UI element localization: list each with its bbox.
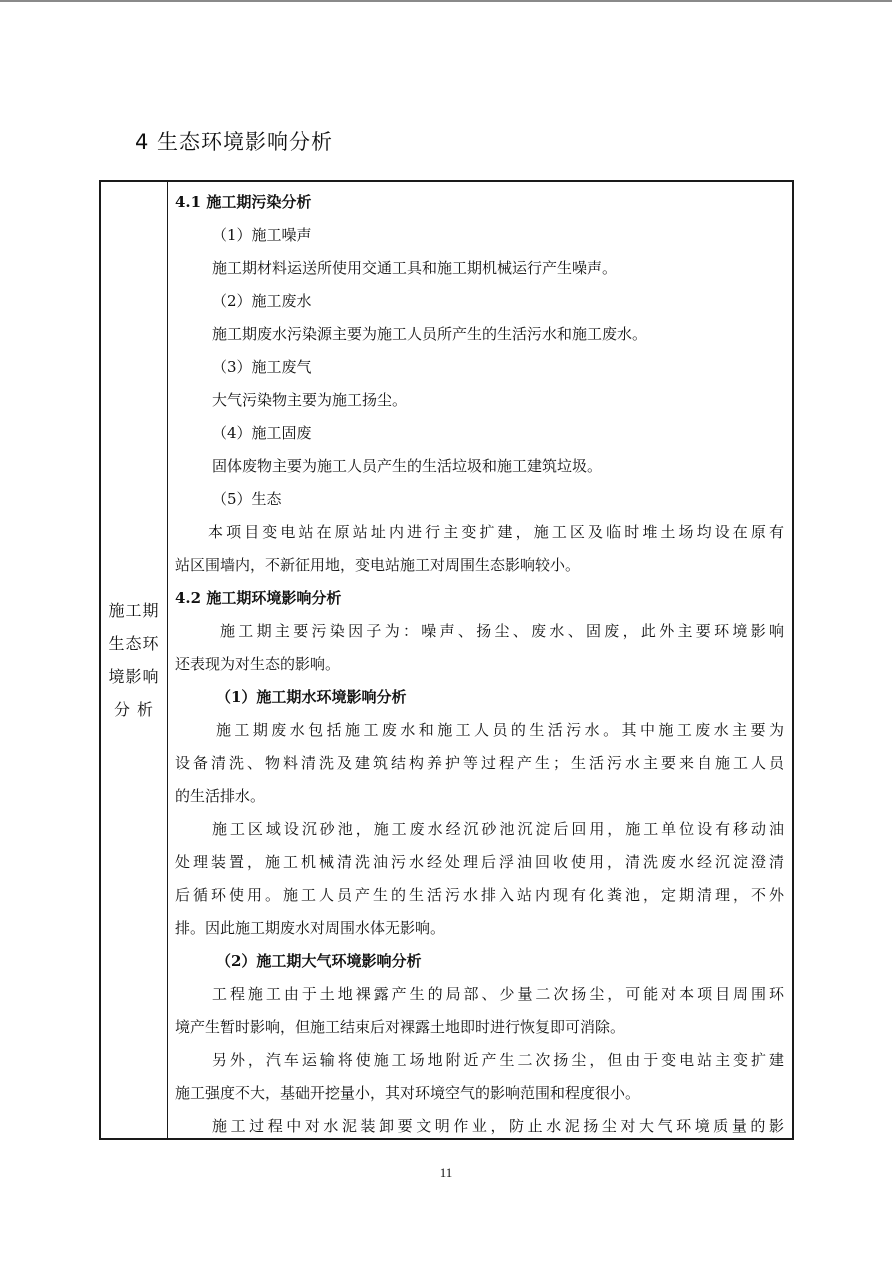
subsection-heading-4-1: 4.1 施工期污染分析: [175, 193, 312, 211]
paragraph-line: 还表现为对生态的影响。: [175, 655, 341, 673]
paragraph-line: 固体废物主要为施工人员产生的生活垃圾和施工建筑垃圾。: [212, 457, 603, 475]
section-title: 4 生态环境影响分析: [135, 130, 334, 154]
table-content-cell: [168, 182, 792, 1138]
paragraph-line: 工程施工由于土地裸露产生的局部、少量二次扬尘，可能对本项目周围环: [212, 985, 784, 1003]
side-label-line: 生态环: [108, 634, 160, 653]
paragraph-line: 施工强度不大，基础开挖量小，其对环境空气的影响范围和程度很小。: [175, 1084, 641, 1102]
side-label: [101, 182, 167, 1138]
paragraph-line: 境产生暂时影响，但施工结束后对裸露土地即时进行恢复即可消除。: [175, 1018, 626, 1036]
paragraph-line: 后循环使用。施工人员产生的生活污水排入站内现有化粪池，定期清理，不外: [175, 886, 784, 904]
analysis-table: [99, 180, 794, 1140]
item-heading: （4）施工固废: [212, 424, 312, 442]
item-heading: （5）生态: [212, 490, 282, 508]
item-heading: （3）施工废气: [212, 358, 312, 376]
paragraph-line: 排。因此施工期废水对周围水体无影响。: [175, 919, 446, 937]
item-heading-air: （2）施工期大气环境影响分析: [216, 952, 422, 970]
item-heading-water: （1）施工期水环境影响分析: [216, 688, 407, 706]
paragraph-line: 施工期废水包括施工废水和施工人员的生活污水。其中施工废水主要为: [216, 721, 784, 739]
paragraph-line: 本项目变电站在原站址内进行主变扩建，施工区及临时堆土场均设在原有: [208, 523, 784, 541]
subsection-heading-4-2: 4.2 施工期环境影响分析: [175, 589, 342, 607]
item-heading: （2）施工废水: [212, 292, 312, 310]
paragraph-line: 另外，汽车运输将使施工场地附近产生二次扬尘，但由于变电站主变扩建: [212, 1051, 784, 1069]
page-number: 11: [439, 1165, 453, 1180]
paragraph-line: 施工期材料运送所使用交通工具和施工期机械运行产生噪声。: [212, 259, 618, 277]
paragraph-line: 施工期主要污染因子为：噪声、扬尘、废水、固废，此外主要环境影响: [220, 622, 784, 640]
paragraph-line: 施工期废水污染源主要为施工人员所产生的生活污水和施工废水。: [212, 325, 648, 343]
paragraph-line: 处理装置，施工机械清洗油污水经处理后浮油回收使用，清洗废水经沉淀澄清: [175, 853, 784, 871]
paragraph-line: 的生活排水。: [175, 787, 266, 805]
paragraph-line: 施工过程中对水泥装卸要文明作业，防止水泥扬尘对大气环境质量的影: [212, 1117, 784, 1135]
paragraph-line: 设备清洗、物料清洗及建筑结构养护等过程产生；生活污水主要来自施工人员: [175, 754, 784, 772]
side-label-line: 分 析: [113, 700, 155, 719]
paragraph-line: 大气污染物主要为施工扬尘。: [212, 391, 408, 409]
side-label-line: 境影响: [108, 667, 160, 686]
item-heading: （1）施工噪声: [212, 226, 312, 244]
page-top-border: [0, 0, 892, 2]
side-label-line: 施工期: [108, 601, 160, 620]
paragraph-line: 站区围墙内，不新征用地，变电站施工对周围生态影响较小。: [175, 556, 581, 574]
table-label-cell: [101, 182, 168, 1138]
paragraph-line: 施工区域设沉砂池，施工废水经沉砂池沉淀后回用，施工单位设有移动油: [212, 820, 784, 838]
